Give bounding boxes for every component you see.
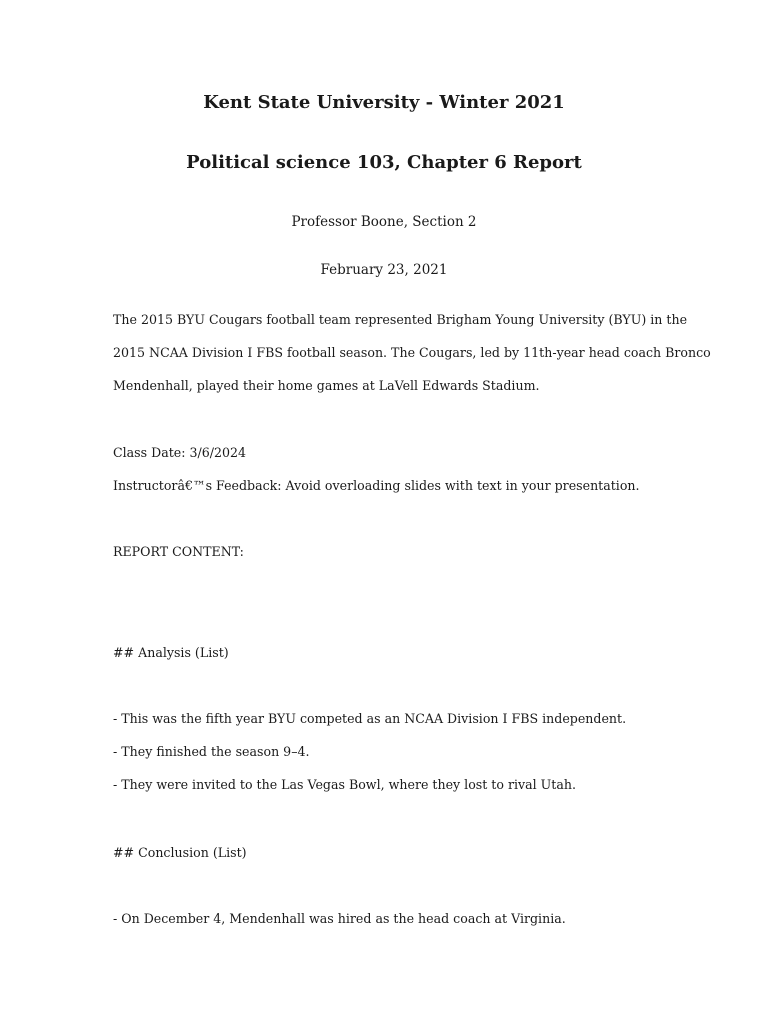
intro-paragraph-line: Mendenhall, played their home games at LaVell Edwards Stadium. (113, 378, 540, 393)
professor-line: Professor Boone, Section 2 (291, 214, 477, 230)
conclusion-list-item: - On December 4, Mendenhall was hired as the head coach at Virginia. (113, 911, 566, 926)
analysis-list-item: - They finished the season 9–4. (113, 744, 310, 759)
intro-paragraph-line: 2015 NCAA Division I FBS football season. The Cougars, led by 11th-year head coach Bronco (113, 345, 711, 360)
conclusion-heading: ## Conclusion (List) (113, 845, 247, 860)
course-title: Political science 103, Chapter 6 Report (186, 152, 582, 173)
analysis-list-item: - They were invited to the Las Vegas Bowl, where they lost to rival Utah. (113, 777, 576, 792)
report-content-label: REPORT CONTENT: (113, 544, 244, 559)
date-line: February 23, 2021 (320, 262, 448, 278)
instructor-feedback: Instructorâ€™s Feedback: Avoid overloading slides with text in your presentation. (113, 478, 640, 493)
intro-paragraph-line: The 2015 BYU Cougars football team represented Brigham Young University (BYU) in the (113, 312, 688, 327)
analysis-heading: ## Analysis (List) (113, 645, 229, 660)
analysis-list-item: - This was the fifth year BYU competed as an NCAA Division I FBS independent. (113, 711, 627, 726)
class-date: Class Date: 3/6/2024 (113, 445, 247, 460)
university-title: Kent State University - Winter 2021 (203, 92, 565, 113)
